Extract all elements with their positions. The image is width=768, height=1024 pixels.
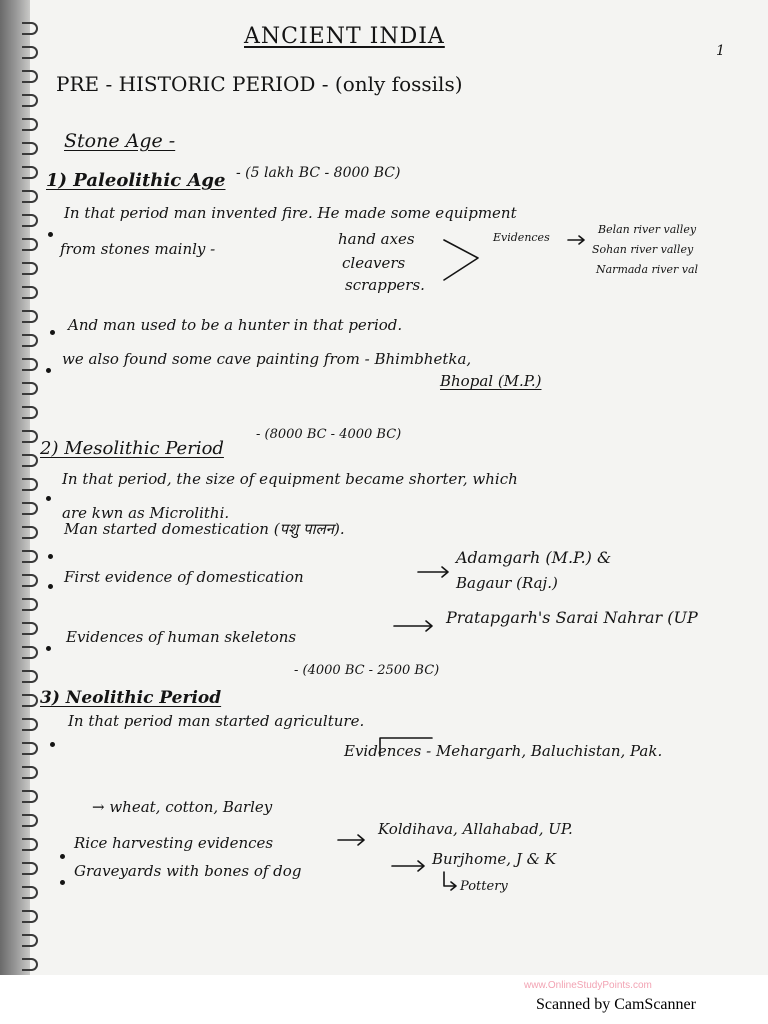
neolithic-heading: 3) Neolithic Period [40,688,222,708]
bhopal-note: Bhopal (M.P.) [440,372,542,390]
neolithic-range: - (4000 BC - 2500 BC) [294,663,440,678]
cave-painting-line: we also found some cave painting from - Bhimbhetka, [62,350,472,368]
page-title: ANCIENT INDIA [244,24,445,49]
crops-line: → wheat, cotton, Barley [92,798,273,816]
page-number: 1 [716,43,725,59]
skeleton-site: Pratapgarh's Sarai Nahrar (UP [446,608,698,627]
tool-scrappers: scrappers. [345,276,425,294]
watermark-url: www.OnlineStudyPoints.com [524,980,652,991]
evidence-narmada: Narmada river val [596,263,699,276]
pottery-note: Pottery [460,879,508,894]
prehistoric-heading: PRE - HISTORIC PERIOD - (only fossils) [56,72,463,96]
rice-line: Rice harvesting evidences [74,834,274,852]
tool-hand-axes: hand axes [338,230,415,248]
tool-cleavers: cleavers [342,254,406,272]
first-evidence-line: First evidence of domestication [64,568,304,586]
paleolithic-heading: 1) Paleolithic Age [46,170,226,191]
graveyard-site: Burjhome, J & K [432,850,556,868]
mesolithic-line-2: are kwn as Microlithi. [62,504,230,522]
scanned-by-label: Scanned by CamScanner [536,996,696,1013]
paleolithic-line-2: from stones mainly - [60,240,216,258]
domestication-line: Man started domestication (पशु पालन). [64,520,345,538]
evidences-label: Evidences [493,231,550,244]
graveyard-line: Graveyards with bones of dog [74,862,302,880]
hunter-line: And man used to be a hunter in that period. [68,316,403,334]
paleolithic-range: - (5 lakh BC - 8000 BC) [236,165,401,181]
evidence-belan: Belan river valley [598,223,697,236]
rice-site: Koldihava, Allahabad, UP. [378,820,573,838]
skeletons-line: Evidences of human skeletons [66,628,297,646]
place-adamgarh: Adamgarh (M.P.) & [456,548,612,567]
place-bagaur: Bagaur (Raj.) [456,574,558,592]
mesolithic-heading: 2) Mesolithic Period [40,438,224,459]
mesolithic-range: - (8000 BC - 4000 BC) [256,427,402,442]
paleolithic-line-1: In that period man invented fire. He made some equipment [64,204,517,222]
evidence-sohan: Sohan river valley [592,243,694,256]
agriculture-evidence: Evidences - Mehargarh, Baluchistan, Pak. [344,742,663,760]
agriculture-line: In that period man started agriculture. [68,712,365,730]
mesolithic-line-1: In that period, the size of equipment became shorter, which [62,470,518,488]
stone-age-heading: Stone Age - [64,130,176,152]
